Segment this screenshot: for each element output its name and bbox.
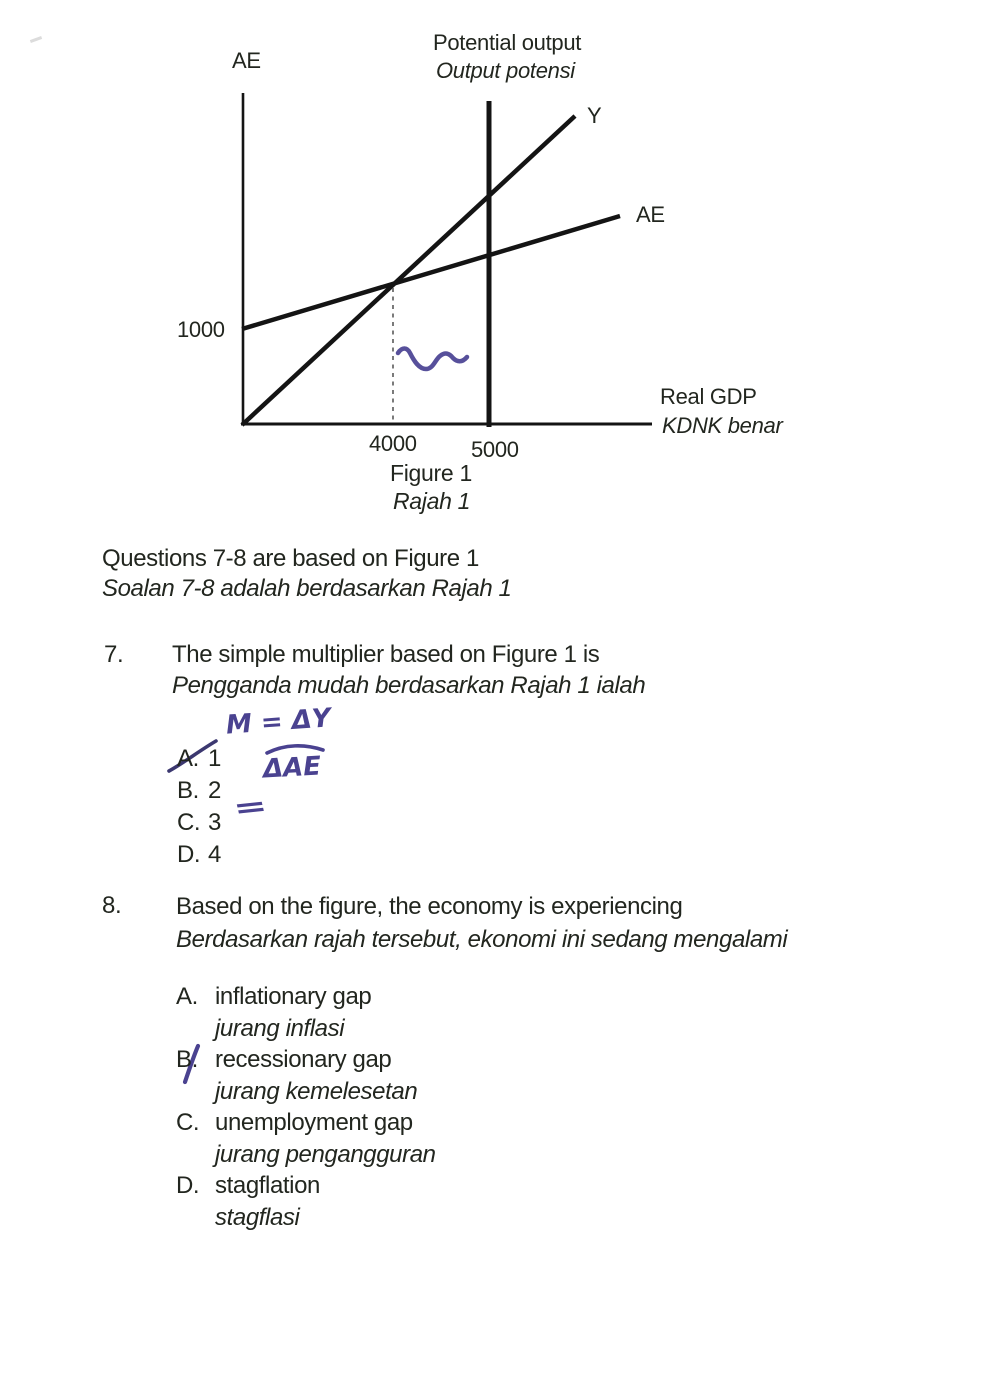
- q8-number: 8.: [102, 892, 122, 919]
- q8-option-d-text-en: stagflation: [215, 1172, 321, 1199]
- q8-option-a-text-en: inflationary gap: [215, 983, 372, 1010]
- q7-option-d-letter: D.: [177, 841, 201, 868]
- y-45-line: [242, 116, 575, 425]
- q7-options: [177, 743, 221, 871]
- q8-option-b: [176, 1044, 436, 1076]
- ae-line-label: AE: [636, 202, 665, 227]
- handwritten-formula-denominator: ΔAE: [262, 751, 322, 785]
- q8-option-c-text-en: unemployment gap: [215, 1109, 413, 1136]
- q7-number: 7.: [104, 641, 124, 668]
- scan-artifact: [30, 36, 42, 43]
- figure-caption-en: Figure 1: [390, 460, 472, 486]
- q7-option-b: [177, 775, 221, 807]
- q7-option-d-value: 4: [208, 841, 221, 868]
- q7-option-d: [177, 839, 221, 871]
- intro-line-en: Questions 7-8 are based on Figure 1: [102, 545, 479, 572]
- q8-options: [176, 981, 436, 1233]
- q7-option-a-letter: A.: [177, 745, 199, 772]
- potential-output-label-en: Potential output: [433, 30, 582, 55]
- q8-option-a-letter: A.: [176, 983, 198, 1010]
- x-axis-label-en: Real GDP: [660, 384, 757, 409]
- q8-option-d-letter: D.: [176, 1172, 200, 1199]
- y-line-label: Y: [587, 103, 602, 128]
- q7-option-c-value: 3: [208, 809, 221, 836]
- ae-line: [242, 216, 620, 329]
- intro-line-ms: Soalan 7-8 adalah berdasarkan Rajah 1: [102, 575, 512, 602]
- handwritten-equals-mark: =: [230, 790, 271, 826]
- q8-option-a-text-ms: jurang inflasi: [215, 1014, 345, 1042]
- q8-option-b-letter: B.: [176, 1046, 198, 1073]
- handwritten-formula-numerator: M = ΔY: [225, 703, 332, 741]
- q8-stem-en: Based on the figure, the economy is experiencing: [176, 893, 683, 920]
- q7-option-b-letter: B.: [177, 777, 199, 804]
- handwritten-squiggle: [398, 349, 467, 370]
- q8-stem: [176, 890, 787, 956]
- potential-output-label-ms: Output potensi: [436, 58, 575, 83]
- q7-option-b-value: 2: [208, 777, 221, 804]
- q8-option-c-text-ms: jurang pengangguran: [215, 1140, 436, 1168]
- x-axis-label-ms: KDNK benar: [662, 413, 783, 438]
- q7-stem-ms: Pengganda mudah berdasarkan Rajah 1 ialah: [172, 672, 646, 699]
- q7-option-a: [177, 743, 221, 775]
- q8-option-c-letter: C.: [176, 1109, 200, 1136]
- q8-option-d-text-ms: stagflasi: [215, 1203, 300, 1231]
- q7-option-a-value: 1: [208, 745, 221, 772]
- q8-option-b-text-en: recessionary gap: [215, 1046, 392, 1073]
- q7-option-c: [177, 807, 221, 839]
- q7-option-c-letter: C.: [177, 809, 201, 836]
- q8-option-b-text-ms: jurang kemelesetan: [215, 1077, 418, 1105]
- figure-caption-ms: Rajah 1: [393, 488, 471, 514]
- intro-block: [102, 544, 512, 604]
- q7-stem-en: The simple multiplier based on Figure 1 is: [172, 641, 600, 668]
- q7-stem: [172, 639, 645, 701]
- q8-option-c: [176, 1107, 436, 1139]
- q8-option-d: [176, 1170, 436, 1202]
- y-tick-1000: 1000: [177, 317, 225, 342]
- q8-stem-ms: Berdasarkan rajah tersebut, ekonomi ini sedang mengalami: [176, 926, 788, 953]
- q8-option-a: [176, 981, 436, 1013]
- figure-y-axis-label: AE: [232, 48, 261, 73]
- x-tick-5000: 5000: [471, 437, 519, 462]
- x-tick-4000: 4000: [369, 431, 417, 456]
